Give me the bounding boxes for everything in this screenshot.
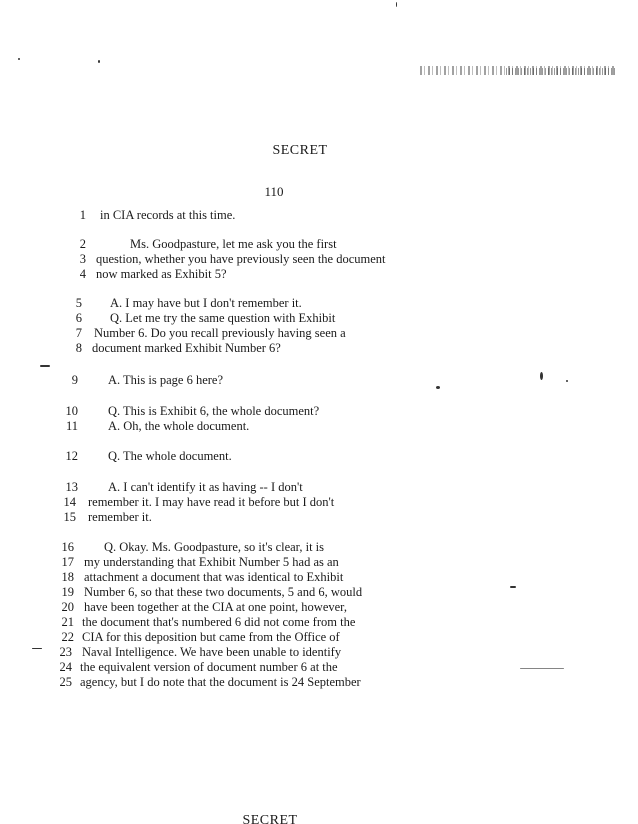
line-text: A. I can't identify it as having -- I don't: [108, 480, 303, 494]
scan-artifact: [506, 68, 616, 75]
line-number: 20: [61, 600, 74, 614]
line-text: remember it.: [88, 510, 152, 524]
classification-footer: SECRET: [242, 813, 298, 824]
transcript-line: [0, 207, 600, 223]
line-number: 17: [61, 555, 74, 569]
line-number: 12: [65, 449, 78, 463]
line-number: 3: [79, 252, 86, 266]
transcript-line: [0, 295, 600, 311]
line-text: Number 6, so that these two documents, 5 and 6, would: [84, 585, 363, 599]
transcript-line: [0, 325, 600, 341]
line-number: 9: [71, 373, 78, 387]
transcript-line: [0, 479, 600, 495]
line-text: question, whether you have previously seen the document: [96, 252, 386, 266]
classification-header: SECRET: [272, 143, 328, 158]
line-text: Ms. Goodpasture, let me ask you the first: [130, 237, 337, 251]
line-number: 25: [59, 675, 72, 689]
line-number: 4: [79, 267, 86, 281]
transcript-line: [0, 509, 600, 525]
transcript-line: [0, 494, 600, 510]
line-text: A. This is page 6 here?: [108, 373, 224, 387]
line-text: A. Oh, the whole document.: [108, 419, 250, 433]
transcript-line: [0, 569, 600, 585]
line-number: 24: [59, 660, 72, 674]
transcript-line: [0, 266, 600, 282]
line-number: 15: [63, 510, 76, 524]
line-text: the equivalent version of document number 6 at the: [80, 660, 338, 674]
line-number: 6: [75, 311, 82, 325]
transcript-line: [0, 629, 600, 645]
line-number: 7: [75, 326, 82, 340]
transcript-line: [0, 539, 600, 555]
transcript-line: [0, 236, 600, 252]
line-number: 21: [61, 615, 74, 629]
transcript-line: [0, 403, 600, 419]
transcript-line: [0, 644, 600, 660]
transcript-line: [0, 674, 600, 690]
line-number: 5: [75, 296, 82, 310]
scan-artifact: [98, 60, 100, 63]
line-text: Q. Okay. Ms. Goodpasture, so it's clear, it is: [104, 540, 325, 554]
scan-artifact: [396, 2, 397, 7]
line-number: 22: [61, 630, 74, 644]
scan-artifact: [40, 365, 50, 367]
line-text: Q. This is Exhibit 6, the whole document?: [108, 404, 320, 418]
line-text: the document that's numbered 6 did not come from the: [82, 615, 356, 629]
page-number: 110: [264, 184, 284, 199]
line-text: Number 6. Do you recall previously having seen a: [94, 326, 346, 340]
line-text: Naval Intelligence. We have been unable to identify: [82, 645, 342, 659]
transcript-line: [0, 310, 600, 326]
transcript-line: [0, 251, 600, 267]
transcript-line: [0, 554, 600, 570]
transcript-line: [0, 614, 600, 630]
line-text: my understanding that Exhibit Number 5 had as an: [84, 555, 339, 569]
transcript-line: [0, 372, 600, 388]
line-number: 10: [65, 404, 78, 418]
line-number: 14: [63, 495, 76, 509]
transcript-line: [0, 599, 600, 615]
transcript-line: [0, 659, 600, 675]
line-number: 16: [61, 540, 74, 554]
line-text: A. I may have but I don't remember it.: [110, 296, 302, 310]
line-text: attachment a document that was identical to Exhibit: [84, 570, 344, 584]
line-text: agency, but I do note that the document is 24 September: [80, 675, 361, 689]
line-number: 19: [61, 585, 74, 599]
line-text: CIA for this deposition but came from the Office of: [82, 630, 340, 644]
line-text: remember it. I may have read it before but I don't: [88, 495, 335, 509]
line-number: 23: [59, 645, 72, 659]
transcript-line: [0, 418, 600, 434]
line-text: document marked Exhibit Number 6?: [92, 341, 281, 355]
line-text: in CIA records at this time.: [100, 208, 236, 222]
line-number: 1: [79, 208, 86, 222]
line-text: now marked as Exhibit 5?: [96, 267, 227, 281]
transcript-line: [0, 584, 600, 600]
scan-artifact: [18, 58, 20, 60]
line-number: 8: [75, 341, 82, 355]
transcript-line: [0, 340, 600, 356]
line-number: 18: [61, 570, 74, 584]
line-number: 11: [65, 419, 78, 433]
line-number: 13: [65, 480, 78, 494]
line-text: Q. Let me try the same question with Exhibit: [110, 311, 336, 325]
line-text: have been together at the CIA at one point, however,: [84, 600, 347, 614]
transcript-line: [0, 448, 600, 464]
line-text: Q. The whole document.: [108, 449, 232, 463]
line-number: 2: [79, 237, 86, 251]
